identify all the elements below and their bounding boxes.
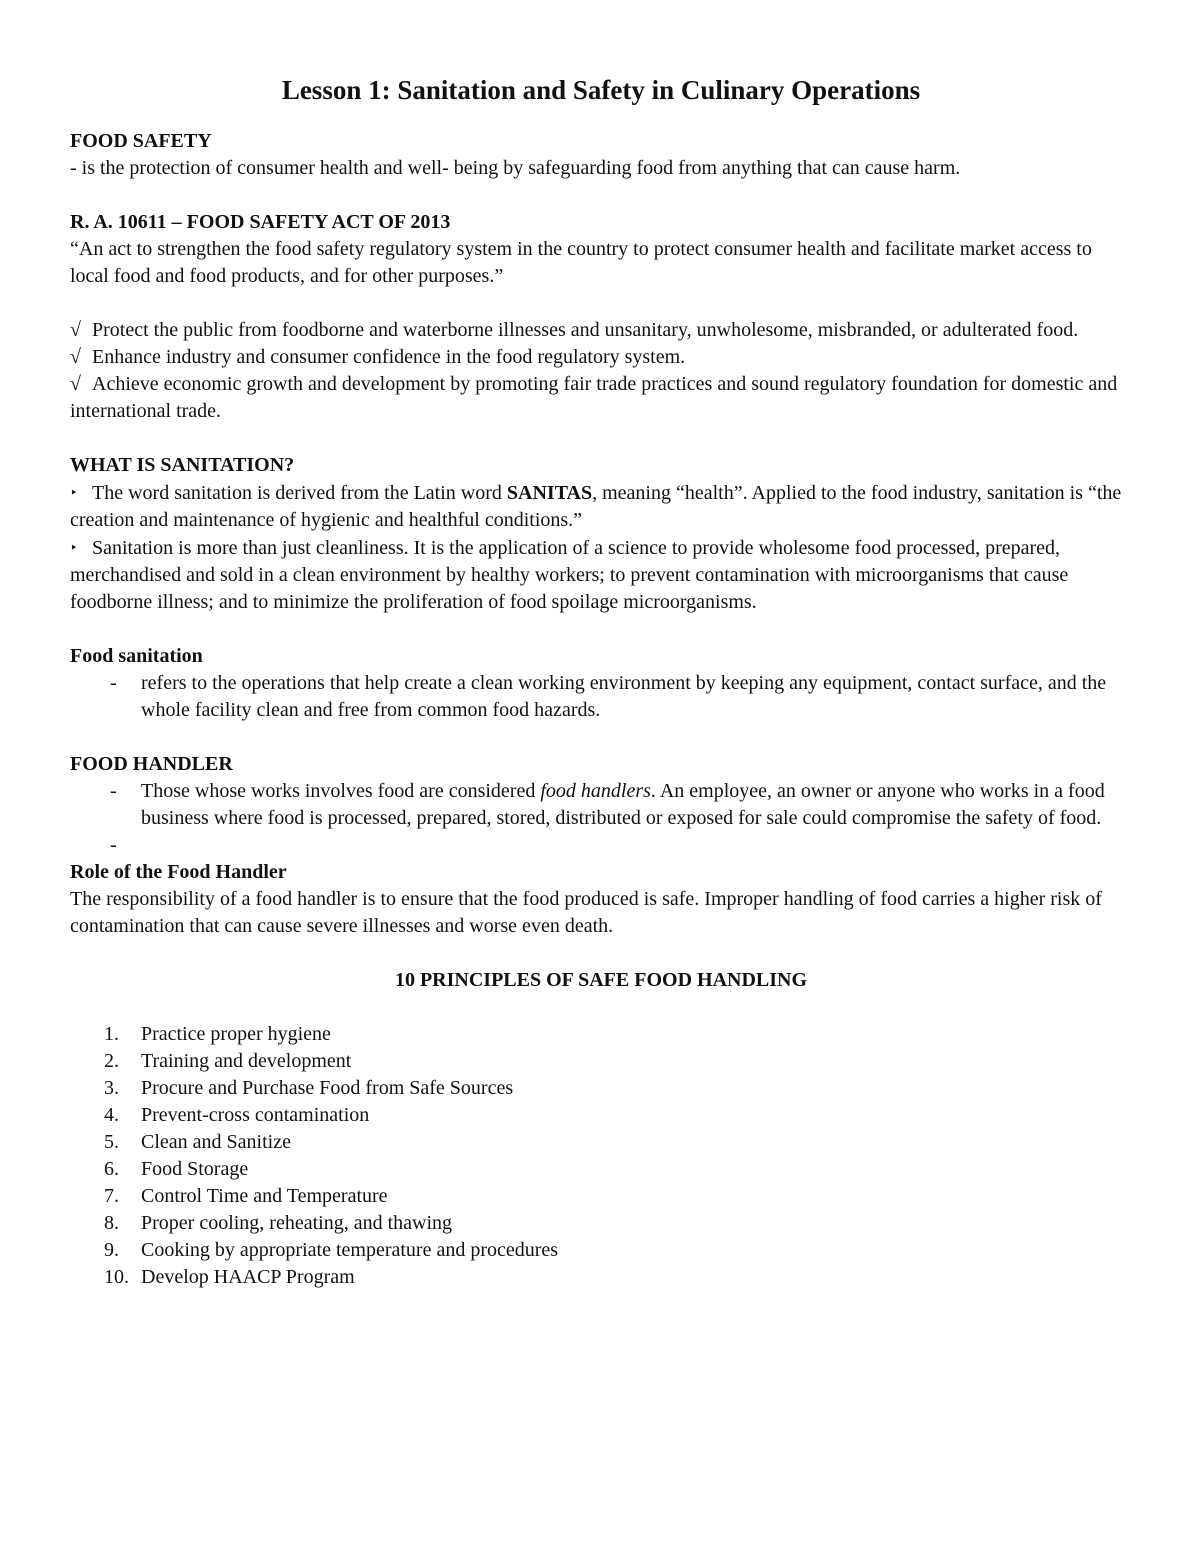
list-item: 5. Clean and Sanitize <box>104 1131 291 1153</box>
list-item: 6. Food Storage <box>104 1158 249 1180</box>
food-sanitation-heading: Food sanitation <box>70 645 203 667</box>
principles-list <box>70 1021 1132 1291</box>
role-paragraph: The responsibility of a food handler is to ensure that the food produced is safe. Improper handling of food carries a higher risk of contamination that can cause severe illnesses and worse even death. <box>70 888 1102 937</box>
check-mark-icon: √ <box>70 319 81 341</box>
list-item: 10. Develop HAACP Program <box>104 1266 355 1288</box>
principles-heading: 10 PRINCIPLES OF SAFE FOOD HANDLING <box>394 969 808 991</box>
ra-heading: R. A. 10611 – FOOD SAFETY ACT OF 2013 <box>70 211 451 233</box>
food-safety-definition: - is the protection of consumer health and well- being by safeguarding food from anything that can cause harm. <box>70 157 961 179</box>
sanitas-term: SANITAS <box>506 482 593 504</box>
role-heading: Role of the Food Handler <box>70 861 287 883</box>
check-item <box>70 317 1132 344</box>
check-item-text: Enhance industry and consumer confidence in the food regulatory system. <box>92 346 686 368</box>
list-item: - Those whose works involves food are considered food handlers. An employee, an owner or anyone who works in a food business where food is processed, prepared, stored, distributed or exposed for sale could compromise the safety of food. <box>110 780 1105 829</box>
page-title: Lesson 1: Sanitation and Safety in Culinary Operations <box>281 75 921 105</box>
list-item: - refers to the operations that help create a clean working environment by keeping any equipment, contact surface, and the whole facility clean and free from common food hazards. <box>110 672 1107 721</box>
check-item-text: Achieve economic growth and development by promoting fair trade practices and sound regulatory foundation for domestic and international trade. <box>70 373 1118 422</box>
dash-bullet: - <box>110 780 117 802</box>
check-mark-icon: √ <box>70 346 81 368</box>
food-sanitation-list <box>70 670 1132 724</box>
dash-bullet: - <box>110 672 117 694</box>
list-item: 9. Cooking by appropriate temperature and procedures <box>104 1239 559 1261</box>
food-handlers-term: food handlers <box>540 780 651 802</box>
food-handler-heading: FOOD HANDLER <box>70 753 233 775</box>
list-item: 7. Control Time and Temperature <box>104 1185 388 1207</box>
list-item: 8. Proper cooling, reheating, and thawing <box>104 1212 453 1234</box>
list-item: 4. Prevent-cross contamination <box>104 1104 370 1126</box>
check-item-text: Protect the public from foodborne and waterborne illnesses and unsanitary, unwholesome, misbranded, or adulterated food. <box>92 319 1079 341</box>
list-item: 2. Training and development <box>104 1050 352 1072</box>
check-mark-icon: √ <box>70 373 81 395</box>
check-item <box>70 344 1132 371</box>
sanitation-heading: WHAT IS SANITATION? <box>70 454 295 476</box>
triangle-bullet-icon: ‣ <box>70 540 78 555</box>
triangle-bullet-icon: ‣ <box>70 485 78 500</box>
document-page <box>70 72 1132 1291</box>
dash-bullet: - <box>110 834 117 856</box>
list-item: 3. Procure and Purchase Food from Safe Sources <box>104 1077 514 1099</box>
sanitation-paragraph: ‣ The word sanitation is derived from the Latin word SANITAS, meaning “health”. Applied to the food industry, sanitation is “the creation and maintenance of hygienic and healthful conditions.” <box>70 479 1132 534</box>
list-item: 1. Practice proper hygiene <box>104 1023 331 1045</box>
sanitation-paragraph: ‣ Sanitation is more than just cleanliness. It is the application of a science to provide wholesome food processed, prepared, merchandised and sold in a clean environment by healthy workers; to prevent contamination with microorganisms that cause foodborne illness; and to minimize the proliferation of food spoilage microorganisms. <box>70 534 1132 616</box>
food-safety-heading: FOOD SAFETY <box>70 130 212 152</box>
food-handler-list <box>70 778 1132 859</box>
list-item <box>70 832 1132 859</box>
check-item <box>70 371 1132 425</box>
ra-quote: “An act to strengthen the food safety regulatory system in the country to protect consumer health and facilitate market access to local food and food products, and for other purposes.” <box>70 238 1092 287</box>
